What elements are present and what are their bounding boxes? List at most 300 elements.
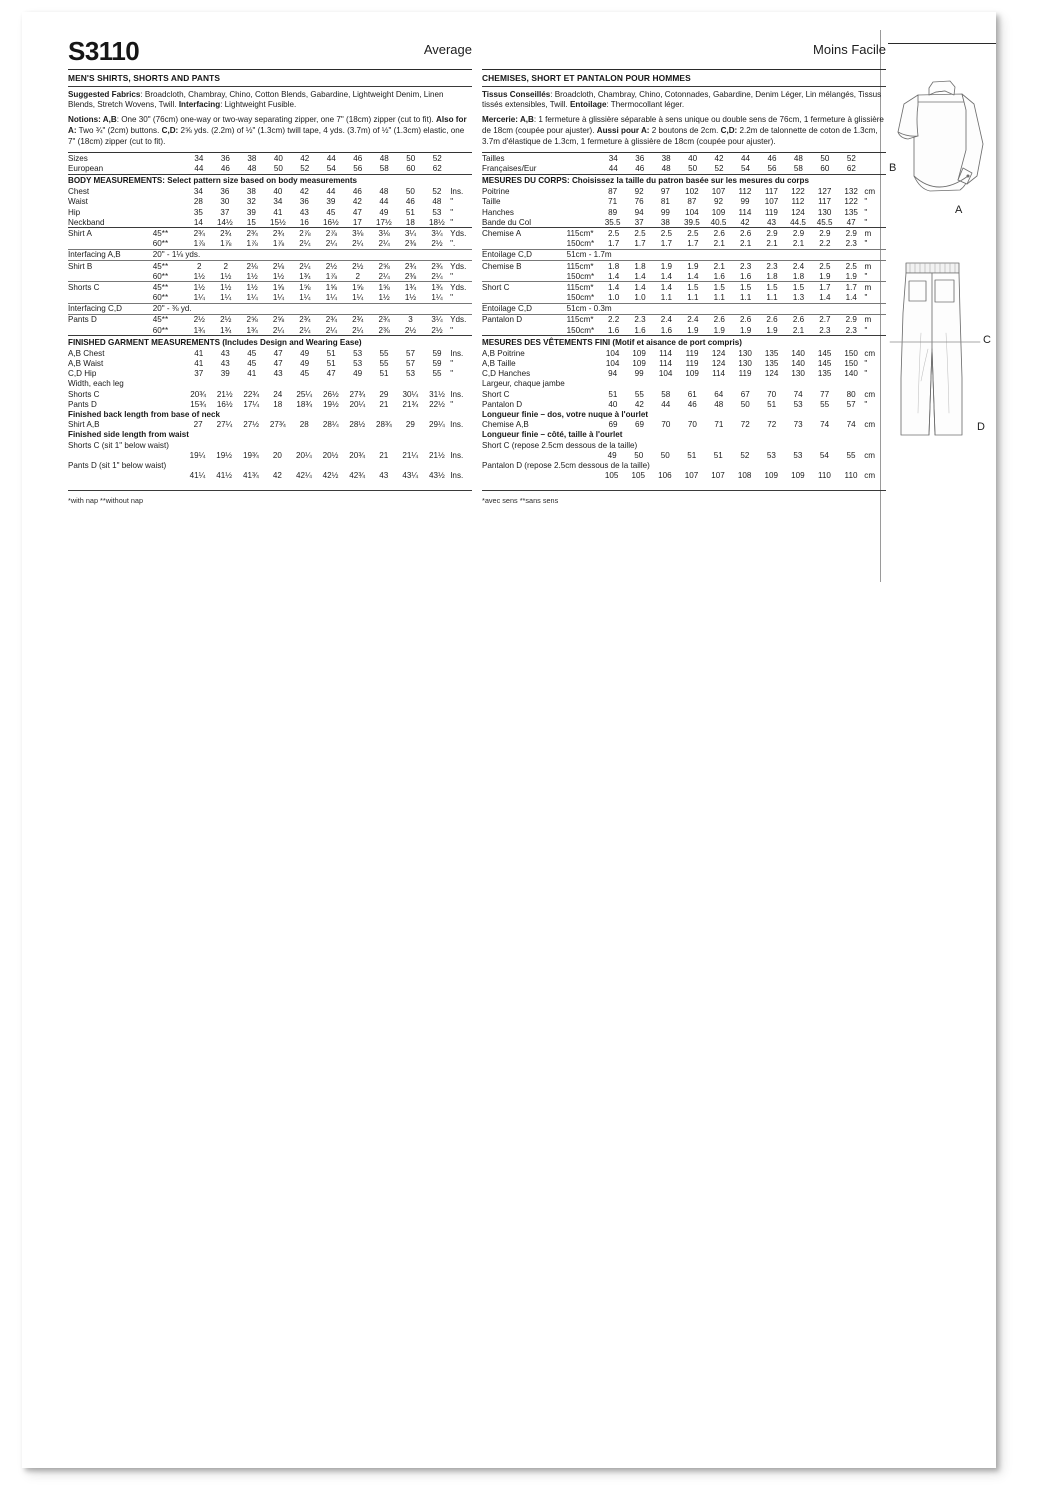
unit-cell: m	[864, 282, 886, 293]
measurement-cell: 29	[405, 420, 415, 430]
finished-head-fr: MESURES DES VÊTEMENTS FINI (Motif et aisance de port compris)	[482, 337, 742, 347]
measurement-cell: 20½	[322, 450, 339, 460]
measurement-cell: 2½	[318, 260, 344, 271]
measurement-cell: 114	[712, 369, 726, 379]
measurement-cell: 2.9	[819, 228, 831, 238]
measurement-cell: 70	[661, 420, 671, 430]
measurement-cell: 39	[326, 197, 336, 207]
measurement-cell: 2.7	[812, 314, 838, 325]
measurement-cell: 17	[352, 217, 362, 227]
measurement-cell: 41¼	[189, 471, 206, 481]
row-label	[68, 471, 151, 481]
measurement-cell: 21¾	[402, 399, 419, 409]
measurement-cell: 2.3	[845, 239, 857, 249]
measurement-cell: 2¾	[272, 228, 285, 238]
table-row	[68, 325, 472, 335]
measurement-cell: 2.1	[792, 325, 805, 335]
measurement-cell: 1⅞	[325, 271, 337, 281]
measurement-cell: 1.7	[687, 239, 699, 249]
measurement-cell: 40.5	[710, 217, 727, 227]
sizes-table-en	[68, 152, 472, 173]
body-measurements-table-fr	[482, 187, 886, 228]
unit-cell: "	[450, 217, 454, 227]
row-sublabel	[152, 399, 185, 409]
unit-cell: Ins.	[450, 471, 464, 481]
measurement-cell: 135	[844, 207, 858, 217]
row-sublabel	[565, 471, 598, 481]
row-sublabel	[152, 420, 185, 430]
measurement-cell: 35.5	[604, 217, 621, 227]
measurement-cell: 42¼	[296, 471, 312, 481]
measurement-cell: 50	[634, 450, 644, 460]
sizes-table-fr	[482, 152, 886, 173]
measurement-cell: 2.4	[680, 314, 706, 325]
measurement-cell: 1½	[193, 271, 205, 281]
table-row	[68, 303, 472, 314]
measurement-cell: 109	[791, 471, 805, 481]
measurement-cell: 57	[406, 359, 416, 369]
measurement-cell: 17½	[376, 217, 392, 227]
unit-cell: Ins.	[450, 450, 464, 460]
measurement-cell: 2.3	[819, 325, 831, 335]
measurement-cell: 109	[632, 359, 646, 369]
shirt-illustration	[888, 58, 996, 243]
measurement-cell: 135	[764, 359, 779, 369]
measurement-cell: 1.6	[660, 325, 673, 335]
measurement-cell: 2¾	[220, 228, 232, 238]
measurement-cell: 1⅝	[292, 282, 318, 293]
measurement-cell: 140	[791, 348, 805, 358]
row-sublabel: 150cm*	[566, 325, 595, 335]
measurement-cell: 145	[817, 359, 832, 369]
row-label: A,B Taille	[482, 359, 516, 369]
table-row	[482, 260, 886, 271]
measurement-cell: 1½	[239, 282, 265, 293]
measurement-cell: 122	[791, 187, 805, 197]
measurement-cell: 20¾	[349, 450, 366, 460]
unit-cell: "	[450, 399, 454, 409]
measurement-cell: 2.9	[792, 228, 805, 238]
measurement-cell: 1.0	[634, 293, 646, 303]
measurement-cell: 31½	[429, 389, 445, 399]
unit-cell: Yds.	[450, 282, 472, 293]
measurement-cell: 27¼	[216, 420, 233, 430]
row-label: Pants D	[68, 314, 153, 325]
table-row	[482, 348, 886, 358]
row-label: Bande du Col	[482, 217, 532, 227]
measurement-cell: 77	[820, 389, 830, 399]
measurement-cell: 43	[379, 471, 389, 481]
row-sublabel	[152, 217, 185, 227]
unit-cell: ".	[450, 239, 456, 249]
measurement-cell: 2.6	[759, 314, 785, 325]
measurement-cell: 14½	[217, 217, 233, 227]
measurement-cell: 40	[273, 187, 283, 197]
measurement-cell: 1⅞	[193, 239, 205, 249]
measurement-cell: 49	[353, 369, 363, 379]
measurement-cell: 44.5	[790, 217, 806, 227]
row-sublabel: 150cm*	[566, 293, 595, 303]
measurement-cell: 43½	[428, 471, 445, 481]
measurement-cell: 1.1	[660, 293, 673, 303]
measurement-cell: 30	[220, 197, 230, 207]
row-label: Waist	[68, 197, 88, 207]
measurement-cell: 1.3	[792, 293, 805, 303]
measurement-cell: 130	[791, 369, 805, 379]
unit-cell: "	[864, 197, 868, 207]
measurement-cell: 2.1	[713, 239, 725, 249]
measurement-cell: 130	[738, 359, 752, 369]
measurement-cell: 27¾	[349, 389, 366, 399]
table-row	[482, 207, 886, 217]
unit-cell: "	[864, 399, 868, 409]
measurement-cell: 1.4	[660, 271, 673, 281]
yardage-table-fr	[482, 228, 886, 335]
measurement-cell: 38	[660, 217, 670, 227]
measurement-cell: 2⅛	[239, 260, 265, 271]
measurement-cell: 109	[764, 471, 778, 481]
width-head-en: Width, each leg	[68, 379, 124, 389]
notions-fr: Mercerie: A,B: 1 fermeture à glissière séparable à sens unique ou double sens de 76cm, 1 fermeture à glissière de 18cm (coupée pour ajuster). Aussi pour A: 2 boutons de 2cm. C,D: 2.2m de talonnette de coton de 1.3cm, 3.7m d'élastique de 1.3cm, 1 fermeture à glissière de 18cm (coupée pour ajuster).	[482, 115, 884, 146]
measurement-cell: 1½	[220, 271, 232, 281]
table-row: Tailles 34 36 38 40 42 44 46 48 50 52	[482, 153, 886, 164]
measurement-cell: 2½	[431, 239, 443, 249]
table-row	[482, 450, 886, 460]
unit-cell: "	[864, 207, 868, 217]
table-row	[482, 389, 886, 399]
table-row	[68, 228, 472, 238]
interfacing-value: 20" - ⅜ yd.	[153, 303, 472, 314]
measurement-cell: 1¾	[424, 282, 450, 293]
measurement-cell: 16½	[216, 399, 233, 409]
measurement-cell: 1.8	[627, 260, 653, 271]
unit-cell: "	[450, 207, 454, 217]
measurement-cell: 27	[193, 420, 203, 430]
table-row	[68, 358, 472, 368]
measurement-cell: 114	[738, 207, 752, 217]
measurement-cell: 71	[714, 420, 724, 430]
measurement-cell: 18	[273, 399, 283, 409]
row-label	[68, 325, 153, 335]
measurement-cell: 16	[299, 217, 309, 227]
row-label: Chest	[68, 187, 90, 197]
measurement-cell: 16½	[323, 217, 339, 227]
artwork-rule	[888, 43, 996, 44]
table-row	[68, 450, 472, 460]
table-row	[482, 314, 886, 325]
measurement-cell: 1.7	[812, 282, 838, 293]
measurement-cell: 3¼	[404, 228, 417, 238]
measurement-cell: 97	[660, 187, 670, 197]
measurement-cell: 48	[714, 399, 724, 409]
unit-cell: Ins.	[450, 187, 464, 197]
measurement-cell: 2.3	[732, 260, 758, 271]
measurement-cell: 43	[766, 217, 776, 227]
table-row	[482, 271, 886, 282]
measurement-cell: 1¼	[246, 293, 258, 303]
row-sublabel: 150cm*	[566, 239, 595, 249]
measurement-cell: 119	[685, 359, 699, 369]
measurement-cell: 107	[684, 471, 699, 481]
measurement-cell: 34	[193, 187, 203, 197]
row-sublabel: 115cm*	[566, 228, 594, 238]
measurement-cell: 1.4	[653, 282, 679, 293]
row-label: Interfacing C,D	[68, 303, 153, 314]
row-label: Neckband	[68, 217, 105, 227]
measurement-cell: 150	[844, 359, 858, 369]
row-sublabel: 115cm*	[567, 314, 601, 325]
table-row: Françaises/Eur 44 46 48 50 52 54 56 58 60 62	[482, 164, 856, 174]
measurement-cell: 43	[220, 359, 230, 369]
body-measurements-table-en	[68, 187, 472, 228]
measurement-cell: 1¾	[220, 325, 232, 335]
measurement-cell: 2.6	[740, 228, 752, 238]
measurement-cell: 99	[634, 369, 644, 379]
row-label	[482, 325, 567, 335]
row-label: Short C	[482, 282, 567, 293]
measurement-cell: 69	[608, 420, 618, 430]
footnote-en: *with nap **without nap	[68, 495, 144, 505]
body-measurements-head-fr: MESURES DU CORPS: Choisissez la taille du patron basée sur les mesures du corps	[482, 176, 809, 186]
measurement-cell: 47	[273, 348, 283, 358]
unit-cell: Ins.	[450, 389, 464, 399]
measurement-cell: 2	[213, 260, 239, 271]
measurement-cell: 1.9	[680, 260, 706, 271]
measurement-cell: 1¾	[193, 325, 205, 335]
measurement-cell: 124	[764, 369, 779, 379]
measurement-cell: 1.7	[660, 239, 673, 249]
measurement-cell: 37	[194, 369, 204, 379]
measurement-cell: 1⅝	[371, 282, 397, 293]
table-row	[68, 187, 472, 197]
measurement-cell: 2¾	[424, 260, 450, 271]
sidelen-table1-fr	[482, 450, 886, 460]
pattern-number: S3110	[68, 36, 140, 66]
measurement-cell: 2⅜	[404, 271, 417, 281]
measurement-cell: 3⅛	[378, 228, 390, 238]
measurement-cell: 49	[300, 348, 310, 358]
measurement-cell: 140	[791, 359, 805, 369]
row-sublabel	[152, 207, 185, 217]
measurement-cell: 46	[405, 197, 415, 207]
measurement-cell: 53	[766, 450, 776, 460]
measurement-cell: 130	[738, 348, 752, 358]
measurement-cell: 49	[379, 207, 389, 217]
unit-cell: "	[450, 271, 454, 281]
table-row	[68, 260, 472, 271]
unit-cell: Ins.	[450, 420, 464, 430]
measurement-cell: 37	[220, 207, 230, 217]
row-sublabel	[567, 217, 600, 227]
measurement-cell: 94	[634, 207, 644, 217]
measurement-cell: 41	[194, 359, 204, 369]
row-label	[482, 471, 565, 481]
unit-cell: "	[864, 217, 868, 227]
measurement-cell: 39.5	[684, 217, 700, 227]
unit-cell: Yds.	[450, 228, 467, 238]
table-row	[482, 293, 886, 304]
measurement-cell: 1¾	[246, 325, 258, 335]
measurement-cell: 106	[658, 471, 672, 481]
measurement-cell: 1⅞	[272, 239, 285, 249]
table-row	[68, 271, 472, 282]
measurement-cell: 109	[711, 207, 726, 217]
table-row	[482, 217, 886, 227]
measurement-cell: 135	[817, 369, 832, 379]
unit-cell: cm	[864, 471, 876, 481]
measurement-cell: 2.9	[845, 228, 857, 238]
measurement-cell: 61	[687, 389, 697, 399]
measurement-cell: 51	[326, 359, 336, 369]
unit-cell: m	[864, 314, 886, 325]
unit-cell: "	[864, 359, 868, 369]
sidelen-table1-en	[68, 450, 472, 460]
measurement-cell: 1.1	[713, 293, 725, 303]
row-sublabel	[152, 187, 185, 197]
finished-table-fr	[482, 348, 886, 379]
row-sublabel: 60**	[152, 271, 169, 281]
measurement-cell: 1.4	[819, 293, 831, 303]
measurement-cell: 1½	[246, 271, 258, 281]
measurement-cell: 47	[326, 369, 336, 379]
measurement-cell: 37	[634, 217, 644, 227]
measurement-cell: 117	[765, 187, 778, 197]
measurement-cell: 39	[246, 207, 256, 217]
measurement-cell: 28½	[349, 420, 366, 430]
measurement-cell: 28¾	[376, 420, 392, 430]
difficulty-level-fr: Moins Facile	[813, 42, 886, 57]
measurement-cell: 20¼	[349, 399, 366, 409]
measurement-cell: 1⅞	[246, 239, 258, 249]
measurement-cell: 51	[608, 389, 618, 399]
row-label: Chemise A	[482, 228, 522, 238]
row-sublabel: 60**	[152, 325, 169, 335]
row-sublabel	[567, 358, 600, 368]
measurement-cell: 2¾	[345, 314, 371, 325]
measurement-cell: 53	[793, 399, 803, 409]
row-label: A,B Chest	[68, 348, 105, 358]
sidelen-head-fr: Longueur finie – côté, taille à l'ourlet	[482, 430, 623, 440]
measurement-cell: 19¾	[242, 450, 259, 460]
measurement-cell: 30¼	[402, 389, 419, 399]
measurement-cell: 42¾	[349, 471, 366, 481]
table-row	[68, 239, 472, 250]
pants-illustration	[888, 253, 996, 453]
sidelen-sub1-en: Shorts C (sit 1" below waist)	[68, 440, 169, 450]
measurement-cell: 1.9	[819, 271, 831, 281]
measurement-cell: 119	[738, 369, 752, 379]
measurement-cell: 1⅝	[318, 282, 344, 293]
row-sublabel	[567, 197, 600, 207]
pants-label-c: C	[983, 334, 991, 346]
table-row	[68, 314, 472, 325]
measurement-cell: 2.3	[845, 325, 857, 335]
measurement-cell: 50	[660, 450, 670, 460]
measurement-cell: 1.1	[766, 293, 778, 303]
measurement-cell: 20¼	[296, 450, 312, 460]
difficulty-level-en: Average	[423, 42, 472, 57]
row-label	[68, 271, 153, 282]
row-label: C,D Hanches	[482, 369, 531, 379]
measurement-cell: 1¼	[272, 293, 285, 303]
row-label: Shirt A	[68, 228, 92, 238]
width-table-en	[68, 389, 472, 409]
table-row	[482, 369, 886, 379]
measurement-cell: 59	[432, 359, 442, 369]
measurement-cell: 2.6	[732, 314, 758, 325]
measurement-cell: 2.5	[634, 228, 646, 238]
measurement-cell: 112	[738, 187, 752, 197]
measurement-cell: 87	[608, 187, 618, 197]
measurement-cell: 104	[605, 348, 620, 358]
measurement-cell: 2.5	[607, 228, 620, 238]
measurement-cell: 145	[817, 348, 832, 358]
measurement-cell: 24	[273, 389, 283, 399]
measurement-cell: 51	[687, 450, 697, 460]
measurement-cell: 51	[767, 399, 777, 409]
row-label	[482, 293, 567, 304]
measurement-cell: 43	[273, 369, 283, 379]
measurement-cell: 72	[767, 420, 777, 430]
table-row: Sizes 34 36 38 40 42 44 46 48 50 52	[68, 153, 472, 164]
row-label: Chemise A,B	[482, 420, 529, 430]
measurement-cell: 1.6	[740, 271, 752, 281]
row-sublabel: 45**	[153, 260, 186, 271]
measurement-cell: 43	[220, 348, 230, 358]
measurement-cell: 2	[355, 271, 360, 281]
row-label: Chemise B	[482, 260, 567, 271]
row-sublabel	[567, 389, 600, 399]
table-row	[68, 399, 472, 409]
measurement-cell: 15	[246, 217, 256, 227]
measurement-cell: 1¼	[220, 293, 232, 303]
row-sublabel	[567, 187, 600, 197]
measurement-cell: 104	[658, 369, 673, 379]
shirt-label-b: B	[889, 162, 897, 174]
measurement-cell: 1.7	[634, 239, 646, 249]
row-sublabel	[567, 207, 600, 217]
table-row	[68, 471, 472, 481]
measurement-cell: 50	[740, 399, 750, 409]
notions-en: Notions: A,B: One 30" (76cm) one-way or two-way separating zipper, one 7" (18cm) zipper (cut to fit). Also for A: Two ¾" (2cm) buttons. C,D: 2⅝ yds. (2.2m) of ½" (1.3cm) twill tape, 4 yds. (3.7m) of ½" (1.3cm) elastic, one 7" (18cm) zipper (cut to fit).	[68, 115, 467, 146]
measurement-cell: 2¼	[292, 260, 318, 271]
measurement-cell: 44	[661, 399, 671, 409]
measurement-cell: 114	[659, 359, 673, 369]
measurement-cell: 1.6	[607, 325, 620, 335]
measurement-cell: 2.1	[766, 239, 778, 249]
measurement-cell: 36	[220, 187, 230, 197]
row-label: Interfacing A,B	[68, 249, 153, 260]
table-row	[68, 389, 472, 399]
row-label: Hip	[68, 207, 81, 217]
measurement-cell: 45	[300, 369, 310, 379]
measurement-cell: 1⅝	[345, 282, 371, 293]
interfacing-value: 51cm - 1.7m	[567, 249, 886, 260]
measurement-cell: 1.4	[687, 271, 699, 281]
sidelen-sub2-fr: Pantalon D (repose 2.5cm dessous de la taille)	[482, 460, 650, 470]
unit-cell: Yds.	[450, 260, 472, 271]
french-column	[482, 12, 886, 505]
row-sublabel	[153, 369, 186, 379]
measurement-cell: 42	[299, 187, 309, 197]
table-row	[482, 325, 886, 335]
measurement-cell: 40	[608, 399, 618, 409]
row-sublabel	[153, 358, 186, 368]
measurement-cell: 57	[406, 348, 416, 358]
unit-cell: cm	[864, 389, 876, 399]
measurement-cell: 99	[740, 197, 750, 207]
row-sublabel	[153, 348, 186, 358]
